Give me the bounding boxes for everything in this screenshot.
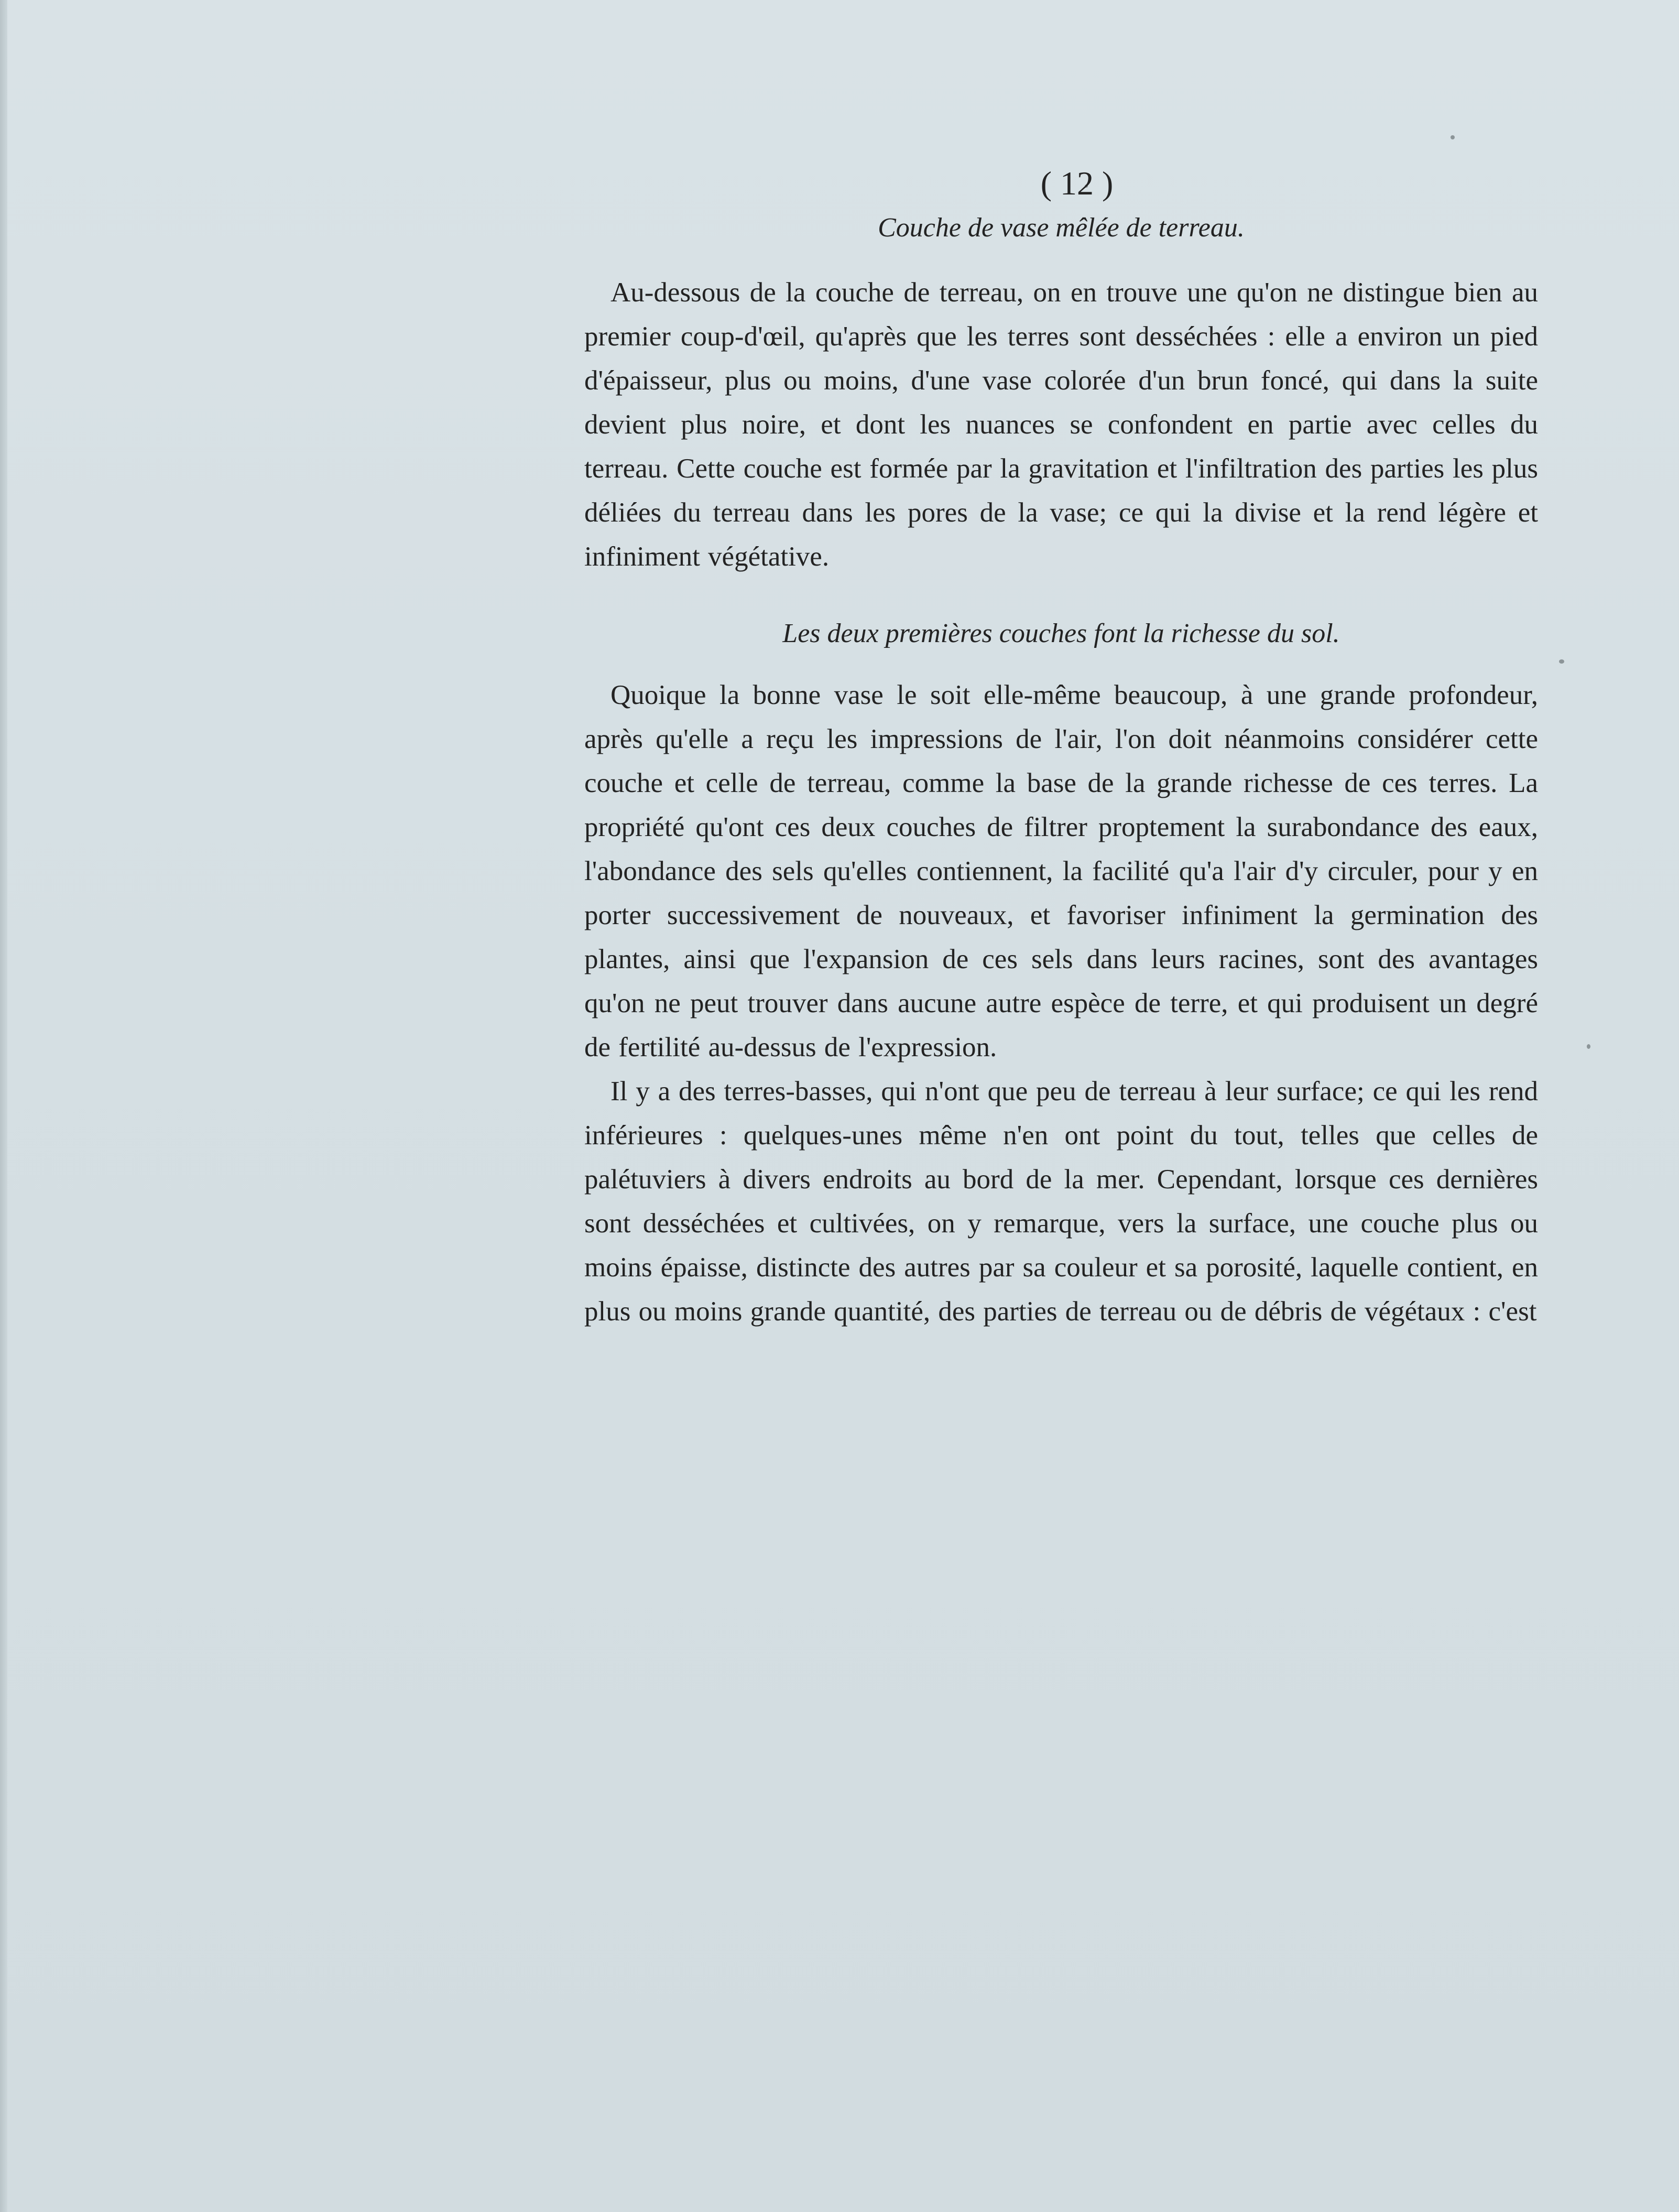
page-number: ( 12 ) [1040,165,1114,202]
paper-speck [1559,659,1564,664]
paragraph-terres-basses: Il y a des terres-basses, qui n'ont que peu de terreau à leur surface; ce qui les rend inférieures : quelques-unes même n'en ont point du tout, telles que celles de palétuviers à divers endroits au bord de la mer. Cependant, lorsque ces dernières sont desséchées et cultivées, on y remarque, vers la surface, une couche plus ou moins épaisse, distincte des autres par sa couleur et sa porosité, laquelle contient, en plus ou moins grande quantité, des parties de terreau ou de débris de végétaux : c'est [584,1076,1538,1327]
section-heading-couche-de-vase: Couche de vase mêlée de terreau. [878,213,1245,243]
paper-speck [1587,1044,1590,1049]
paragraph-quoique: Quoique la bonne vase le soit elle-même beaucoup, à une grande profondeur, après qu'elle a reçu les impressions de l'air, l'on doit néanmoins considérer cette couche et celle de terreau, comme la base de la grande richesse de ces terres. La propriété qu'ont ces deux couches de filtrer proptement la surabondance des eaux, l'abondance des sels qu'elles contiennent, la facilité qu'a l'air d'y circuler, pour y en porter successivement de nouveaux, et favoriser infiniment la germination des plantes, ainsi que l'expansion de ces sels dans leurs racines, sont des avantages qu'on ne peut trouver dans aucune autre espèce de terre, et qui produisent un degré de fertilité au-dessus de l'expression. [584,680,1538,1062]
section-heading-richesse-du-sol: Les deux premières couches font la richesse du sol. [782,619,1340,648]
page-edge [0,0,7,2212]
paragraph-couche-de-vase: Au-dessous de la couche de terreau, on en trouve une qu'on ne distingue bien au premier coup-d'œil, qu'après que les terres sont desséchées : elle a environ un pied d'épaisseur, plus ou moins, d'une vase colorée d'un brun foncé, qui dans la suite devient plus noire, et dont les nuances se confondent en partie avec celles du terreau. Cette couche est formée par la gravitation et l'infiltration des parties les plus déliées du terreau dans les pores de la vase; ce qui la divise et la rend légère et infiniment végétative. [584,277,1538,572]
paper-speck [1451,135,1455,139]
text-body [584,162,1538,1333]
